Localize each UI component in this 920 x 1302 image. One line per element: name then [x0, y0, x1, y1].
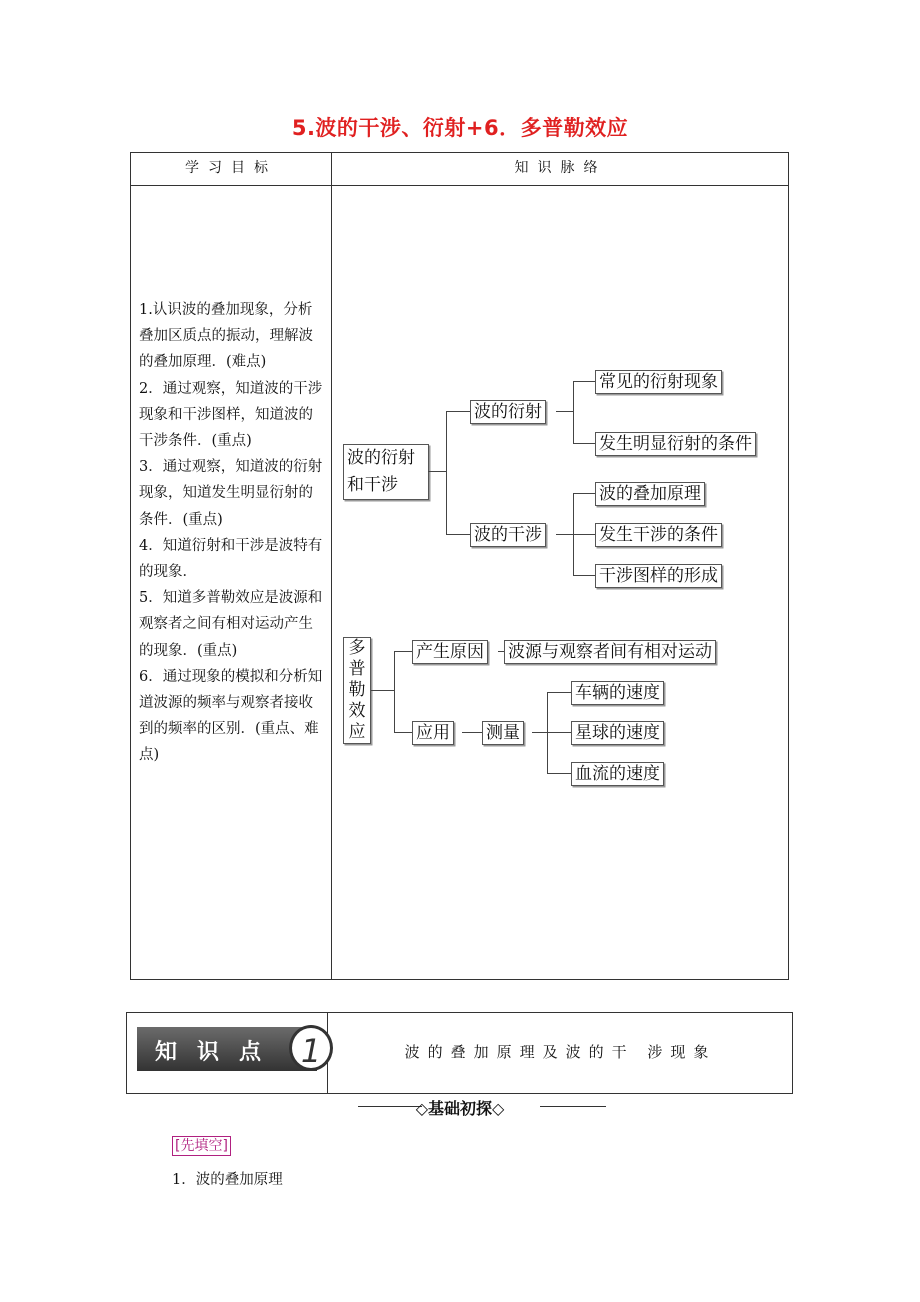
header-learning-goals: 学习目标 [185, 160, 277, 176]
badge-label: 知识点 [155, 1040, 282, 1065]
header-knowledge-map: 知识脉络 [514, 160, 607, 176]
objective-5: 5．知道多普勒效应是波源和观察者之间有相对运动产生的现象．(重点) [139, 590, 323, 659]
fill-blank-tag: [先填空] [172, 1136, 231, 1156]
node-interference-condition: 发生干涉的条件 [595, 523, 722, 547]
objective-2: 2．通过观察，知道波的干涉现象和干涉图样，知道波的干涉条件．(重点) [139, 380, 323, 450]
table-divider [331, 153, 332, 979]
node-diffraction: 波的衍射 [470, 400, 546, 424]
node-cause: 产生原因 [412, 640, 488, 664]
node-diffraction-condition: 发生明显衍射的条件 [595, 432, 756, 456]
node-root-diffraction-interference: 波的衍射和干涉 [343, 444, 429, 500]
node-blood-speed: 血流的速度 [571, 762, 664, 786]
node-cause-detail: 波源与观察者间有相对运动 [504, 640, 716, 664]
objective-1: 1.认识波的叠加现象，分析叠加区质点的振动，理解波的叠加原理．(难点) [139, 302, 313, 371]
content-item-1: 1．波的叠加原理 [172, 1172, 283, 1188]
node-application: 应用 [412, 721, 454, 745]
node-interference-pattern: 干涉图样的形成 [595, 564, 722, 588]
badge-number: 1 [289, 1025, 333, 1071]
node-measure: 测量 [482, 721, 524, 745]
node-superposition-principle: 波的叠加原理 [595, 482, 705, 506]
node-root-doppler: 多普勒效应 [343, 637, 371, 744]
objective-3: 3．通过观察，知道波的衍射现象，知道发生明显衍射的条件．(重点) [139, 459, 323, 528]
banner-topic: 波的叠加原理及波的干 涉现象 [404, 1043, 717, 1061]
knowledge-point-banner [126, 1012, 793, 1094]
table-header-line [131, 185, 788, 186]
objective-4: 4．知道衍射和干涉是波特有的现象． [139, 537, 323, 581]
node-star-speed: 星球的速度 [571, 721, 664, 745]
learning-objectives [139, 297, 325, 769]
node-common-diffraction: 常见的衍射现象 [595, 370, 722, 394]
section-title: ◇基础初探◇ [415, 1099, 505, 1118]
node-interference: 波的干涉 [470, 523, 546, 547]
objective-6: 6．通过现象的模拟和分析知道波源的频率与观察者接收到的频率的区别．(重点、难点) [139, 668, 323, 764]
node-vehicle-speed: 车辆的速度 [571, 681, 664, 705]
page-title: 5.波的干涉、衍射+6．多普勒效应 [291, 116, 629, 140]
knowledge-point-badge [137, 1027, 322, 1071]
